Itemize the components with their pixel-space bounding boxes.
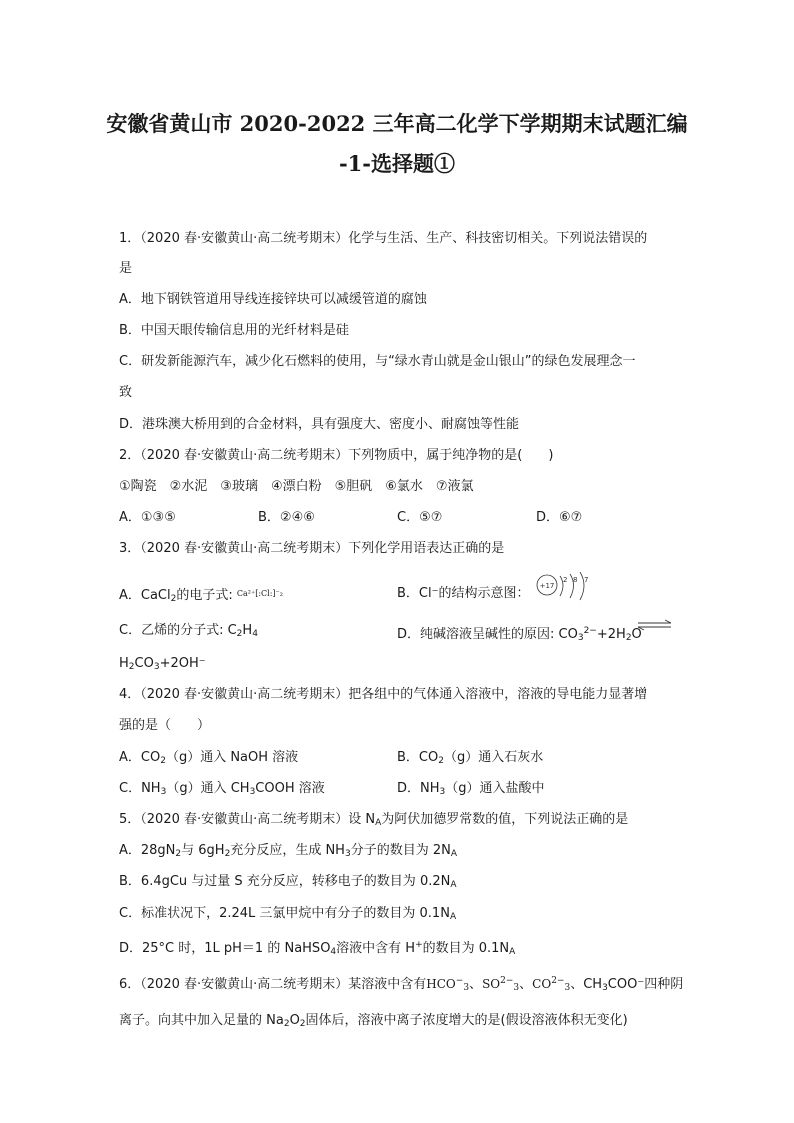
question-2-items: ①陶瓷 ②水泥 ③玻璃 ④漂白粉 ⑤胆矾 ⑥氯水 ⑦液氯 [119,479,474,494]
document-title-line-2: -1-选择题① [338,151,456,176]
question-number: 4． [119,687,141,702]
bicarbonate-ion: $HCO^-_3$ [426,976,470,993]
question-2-option-c: C．⑤⑦ [397,510,443,525]
sulfite-ion: $SO^{2-}_3$ [482,976,520,993]
shell-2-count: 8 [573,576,578,584]
shell-3-count: 7 [584,576,589,584]
question-number: 2． [119,448,141,463]
question-number: 3． [119,541,141,556]
question-1-option-a: A．地下钢铁管道用导线连接锌块可以减缓管道的腐蚀 [119,292,427,307]
question-1-option-c-cont: 致 [119,385,133,400]
question-2-option-b: B．②④⑥ [258,510,315,525]
nucleus-charge-label: +17 [539,582,555,590]
question-3-option-b: B．Cl⁻的结构示意图： [397,586,530,601]
carbonate-ion: $CO^{2-}_3$ [532,976,571,993]
question-3-option-d-cont: $H_2CO_3+2OH^-$ [119,656,206,672]
source-tag: （2020 春·安徽黄山·高二统考期末） [140,812,349,827]
question-4-option-b: B．$CO_2(g)$通入石灰水 [397,750,544,766]
atom-structure-diagram [536,572,600,606]
question-3-option-a: A．CaCl$_2$的电子式: $^{Ca^{2+}[:Cl:]^-_2}$ [119,588,283,604]
source-tag: （2020 春·安徽黄山·高二统考期末） [140,231,349,246]
question-text: 下列物质中，属于纯净物的是( ) [348,448,554,463]
question-6-stem: 6．（2020 春·安徽黄山·高二统考期末）某溶液中含有$HCO^-_3$、$SO^{2-}_3$、$CO^{2-}_3$、$CH_3COO^-$四种阴 [119,976,684,993]
question-number: 5． [119,812,141,827]
question-6-stem-cont: 离子。向其中加入足量的 $Na_2O_2$固体后，溶液中离子浓度增大的是(假设溶液体积无变化) [119,1013,628,1029]
question-3-option-d: D．纯碱溶液呈碱性的原因: $CO_3^{2-}+2H_2O$ [397,626,642,643]
question-1-option-b: B．中国天眼传输信息用的光纤材料是硅 [119,323,349,338]
source-tag: （2020 春·安徽黄山·高二统考期末） [140,977,349,992]
question-5-option-b: B．6.4gCu 与过量 S 充分反应，转移电子的数目为 $0.2N_A$ [119,874,457,890]
source-tag: （2020 春·安徽黄山·高二统考期末） [140,687,349,702]
document-title-line-1: 安徽省黄山市 2020-2022 三年高二化学下学期期末试题汇编 [106,111,688,136]
question-1-stem-cont: 是 [119,261,133,276]
question-5-option-d: D．25°C 时，1L pH＝1 的 NaHSO$_4$溶液中含有 H+的数目为 $0.1N_A$ [119,940,516,957]
question-2-option-a: A．①③⑤ [119,510,176,525]
question-4-stem [119,686,647,704]
question-4-option-c: C．$NH_3(g)$通入 $CH_3COOH$ 溶液 [119,781,325,797]
question-text: 下列化学用语表达正确的是 [348,541,505,556]
question-1-stem [119,230,647,248]
source-tag: （2020 春·安徽黄山·高二统考期末） [140,541,349,556]
question-2-stem [119,447,553,465]
question-number: 6． [119,977,141,992]
question-5-stem: 5．（2020 春·安徽黄山·高二统考期末）设 $N_A$为阿伏加德罗常数的值，下列说法正确的是 [119,812,629,828]
question-text: 把各组中的气体通入溶液中，溶液的导电能力显著增 [348,687,648,702]
question-1-option-c: C．研发新能源汽车，减少化石燃料的使用，与“绿水青山就是金山银山”的绿色发展理念一 [119,354,636,369]
question-4-option-a: A．$CO_2(g)$通入 NaOH 溶液 [119,750,299,766]
question-text: 化学与生活、生产、科技密切相关。下列说法错误的 [348,231,648,246]
question-4-stem-cont: 强的是（ ） [119,718,211,733]
question-1-option-d: D．港珠澳大桥用到的合金材料，具有强度大、密度小、耐腐蚀等性能 [119,417,520,432]
question-3-option-c: C．乙烯的分子式: $C_2H_4$ [119,623,258,639]
question-number: 1． [119,231,141,246]
question-5-option-a: A．$28gN_2$与 $6gH_2$充分反应，生成 $NH_3$分子的数目为 $2N_A$ [119,843,458,859]
question-2-option-d: D．⑥⑦ [536,510,583,525]
equilibrium-arrow-icon [637,619,673,631]
electron-formula-figure: Ca²⁺[:Cl:]⁻₂ [236,589,283,598]
question-5-option-c: C．标准状况下，2.24L 三氯甲烷中有分子的数目为 $0.1N_A$ [119,906,457,922]
source-tag: （2020 春·安徽黄山·高二统考期末） [140,448,349,463]
question-3-stem [119,540,504,558]
question-4-option-d: D．$NH_3(g)$通入盐酸中 [397,781,545,797]
shell-1-count: 2 [563,576,568,584]
